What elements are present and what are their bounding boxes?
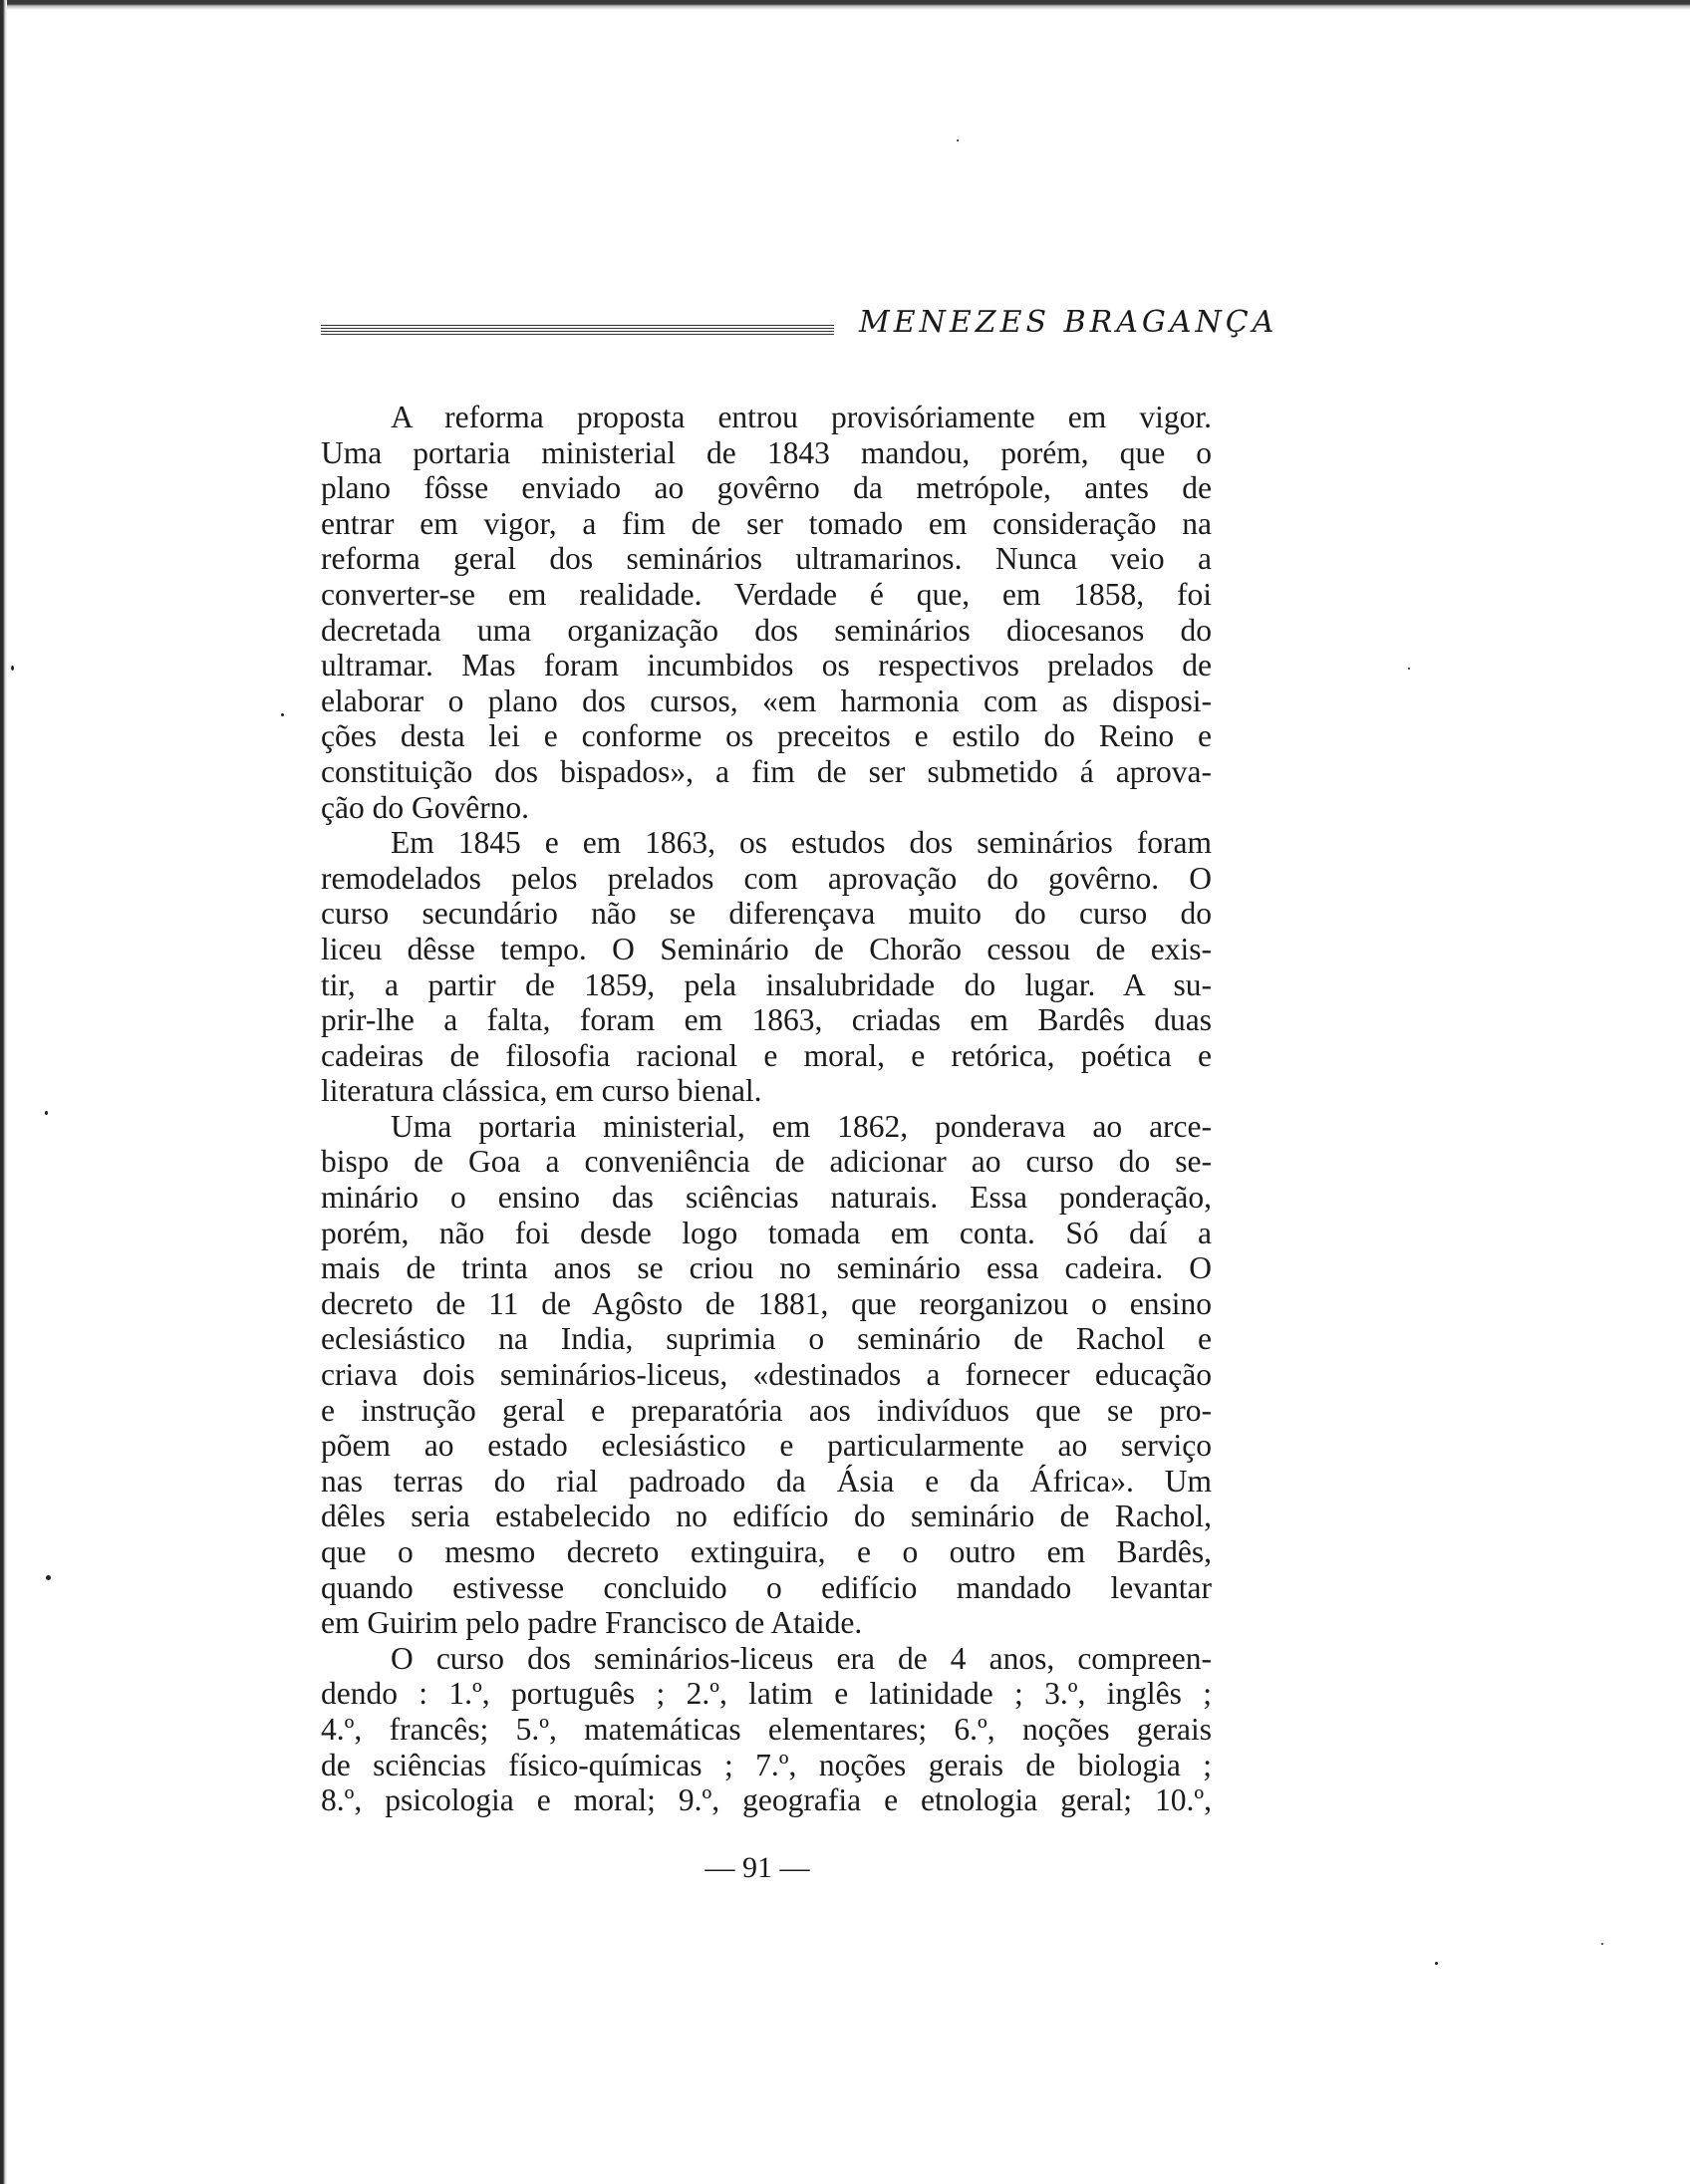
text-line: elaborar o plano dos cursos, «em harmonia com as disposi- <box>321 682 1212 718</box>
text-line: bispo de Goa a conveniência de adicionar ao curso do se- <box>321 1144 1212 1180</box>
text-line: Em 1845 e em 1863, os estudos dos seminários foram <box>391 825 1212 861</box>
text-line: prir-lhe a falta, foram em 1863, criadas em Bardês duas <box>321 1002 1212 1038</box>
text-line: O curso dos seminários-liceus era de 4 anos, compreen- <box>391 1640 1212 1676</box>
text-line: Uma portaria ministerial, em 1862, ponderava ao arce- <box>391 1108 1212 1144</box>
text-line: 8.º, psicologia e moral; 9.º, geografia e etnologia geral; 10.º, <box>321 1782 1212 1818</box>
text-line: A reforma proposta entrou provisóriamente em vigor. <box>391 400 1212 434</box>
scan-speck <box>1435 1962 1438 1965</box>
text-line: decretada uma organização dos seminários diocesanos do <box>321 612 1212 648</box>
header-rule <box>321 325 834 337</box>
text-line: reforma geral dos seminários ultramarinos. Nunca veio a <box>321 541 1212 577</box>
scan-top-edge <box>0 0 1690 10</box>
text-line: de sciências físico-químicas ; 7.º, noções gerais de biologia ; <box>321 1747 1212 1782</box>
text-line: liceu dêsse tempo. O Seminário de Chorão cessou de exis- <box>321 931 1212 966</box>
text-line: curso secundário não se diferençava muito do curso do <box>321 896 1212 932</box>
text-line: ções desta lei e conforme os preceitos e estilo do Reino e <box>321 718 1212 754</box>
text-line: tir, a partir de 1859, pela insalubridade do lugar. A su- <box>321 966 1212 1002</box>
text-line: remodelados pelos prelados com aprovação do govêrno. O <box>321 860 1212 896</box>
text-line: mais de trinta anos se criou no seminário essa cadeira. O <box>321 1250 1212 1286</box>
body-text <box>321 400 1212 1818</box>
text-line: decreto de 11 de Agôsto de 1881, que reorganizou o ensino <box>321 1285 1212 1321</box>
text-line: ultramar. Mas foram incumbidos os respectivos prelados de <box>321 648 1212 683</box>
scan-speck <box>957 139 959 141</box>
text-line: plano fôsse enviado ao govêrno da metrópole, antes de <box>321 470 1212 506</box>
text-line: Uma portaria ministerial de 1843 mandou, porém, que o <box>321 434 1212 470</box>
text-line: converter-se em realidade. Verdade é que, em 1858, foi <box>321 576 1212 612</box>
text-line: dendo : 1.º, português ; 2.º, latim e latinidade ; 3.º, inglês ; <box>321 1676 1212 1712</box>
scan-speck <box>1408 668 1410 670</box>
text-line: ção do Govêrno. <box>321 789 530 825</box>
text-line: quando estivesse concluido o edifício mandado levantar <box>321 1569 1212 1605</box>
text-line: entrar em vigor, a fim de ser tomado em consideração na <box>321 505 1212 541</box>
scan-speck <box>46 1575 51 1580</box>
scan-speck <box>281 713 284 716</box>
running-head: MENEZES BRAGANÇA <box>859 305 1278 340</box>
text-line: criava dois seminários-liceus, «destinados a fornecer educação <box>321 1357 1212 1393</box>
text-line: em Guirim pelo padre Francisco de Ataide. <box>321 1605 863 1641</box>
text-line: literatura clássica, em curso bienal. <box>321 1073 762 1109</box>
text-line: nas terras do rial padroado da Ásia e da África». Um <box>321 1463 1212 1499</box>
text-line: que o mesmo decreto extinguira, e o outro em Bardês, <box>321 1534 1212 1569</box>
text-line: porém, não foi desde logo tomada em conta. Só daí a <box>321 1215 1212 1250</box>
text-line: 4.º, francês; 5.º, matemáticas elementares; 6.º, noções gerais <box>321 1711 1212 1747</box>
text-line: põem ao estado eclesiástico e particularmente ao serviço <box>321 1428 1212 1464</box>
scan-speck <box>45 1111 48 1115</box>
page-number: — 91 — <box>704 1851 810 1884</box>
text-line: minário o ensino das sciências naturais. Essa ponderação, <box>321 1180 1212 1216</box>
text-line: e instrução geral e preparatória aos indivíduos que se pro- <box>321 1392 1212 1428</box>
text-line: constituição dos bispados», a fim de ser submetido á aprova- <box>321 753 1212 789</box>
text-line: cadeiras de filosofia racional e moral, e retórica, poética e <box>321 1037 1212 1073</box>
scan-speck <box>11 666 14 671</box>
text-line: dêles seria estabelecido no edifício do seminário de Rachol, <box>321 1499 1212 1534</box>
scan-speck <box>1601 1943 1603 1945</box>
text-line: eclesiástico na India, suprimia o seminário de Rachol e <box>321 1321 1212 1357</box>
